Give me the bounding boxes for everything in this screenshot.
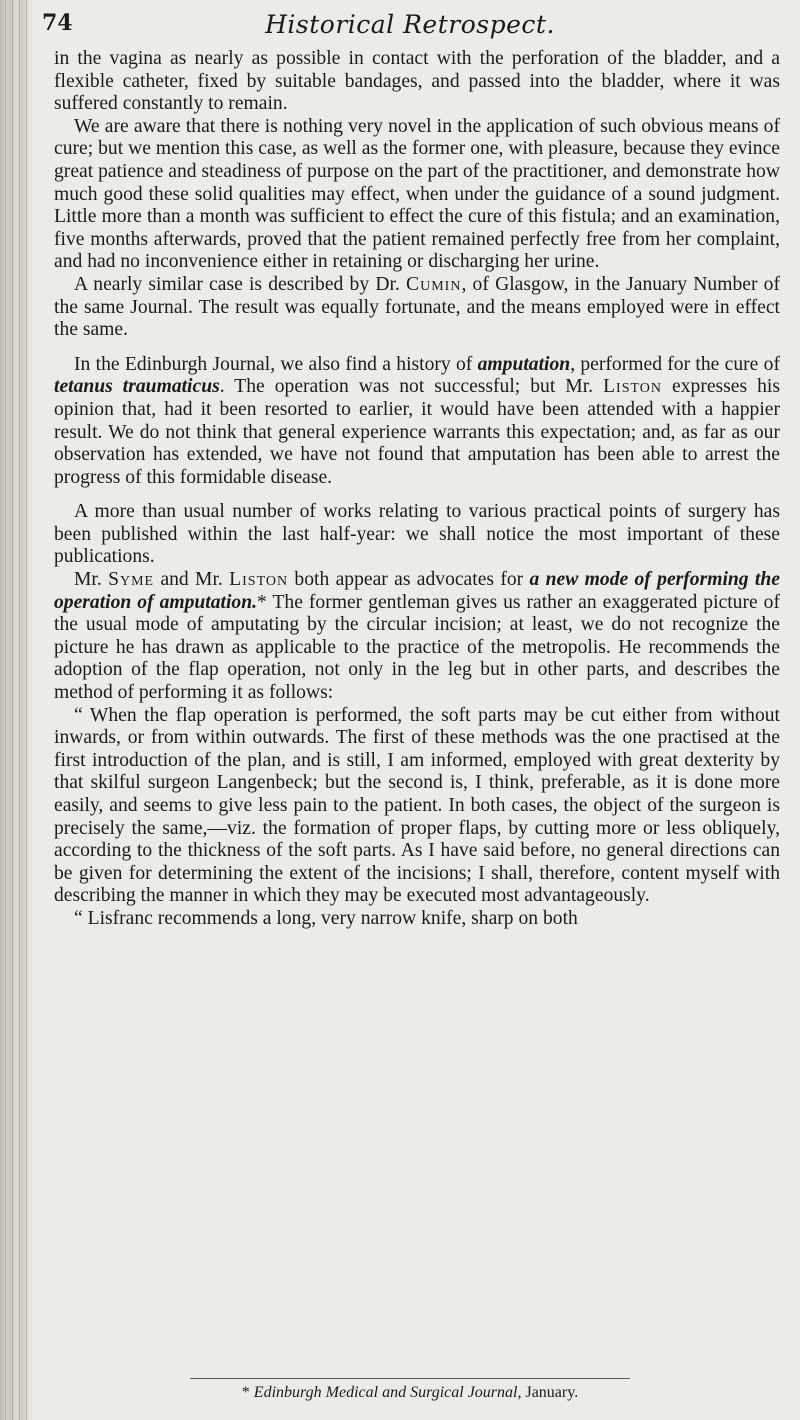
gutter-line: [19, 0, 20, 1420]
footnote-rule: [190, 1378, 630, 1379]
paragraph-6-post: The former gentleman gives us rather an exaggerated picture of the usual mode of amputating by the circular incision; at least, we do not recognize the picture he has drawn as applicable to the practice of the metropolis. He recommends the adoption of the flap operation, not only in the leg but in other parts, and describes the method of performing it as follows:: [54, 591, 780, 704]
term-new-mode: a new mode of performing the operation of amputation.: [54, 569, 780, 613]
footnote-mark: *: [241, 1384, 250, 1401]
running-head: [40, 10, 780, 42]
paragraph-6-mid2: both appear as advocates for: [288, 569, 530, 591]
paragraph-3-pre: A nearly similar case is described by Dr.: [74, 273, 407, 295]
gutter-line: [26, 0, 27, 1420]
gutter-line: [12, 0, 13, 1420]
paragraph-2: We are aware that there is nothing very novel in the application of such obvious means of cure; but we mention this case, as well as the former one, with pleasure, because they evince great patience and steadiness of purpose on the part of the practitioner, and demonstrate how much good these solid qualities may effect, when under the guidance of a sound judgment. Little more than a month was sufficient to effect the cure of this fistula; and an examination, five months afterwards, proved that the patient remained perfectly free from her complaint, and had no inconvenience either in retaining or discharging her urine.: [54, 115, 780, 273]
running-title: Historical Retrospect.: [265, 10, 555, 39]
gutter-line: [5, 0, 6, 1420]
paragraph-7-quote: “ When the flap operation is performed, the soft parts may be cut either from without inwards, or from within outwards. The first of these methods was the one practised at the first introduction of the plan, and is still, I am informed, employed with great dexterity by that skilful surgeon Langenbeck; but the second is, I think, preferable, as it is done more easily, and seems to give less pain to the patient. In both cases, the object of the surgeon is precisely the same,—viz. the formation of proper flaps, by cutting more or less obliquely, according to the thickness of the soft parts. As I have said before, no general directions can be given for determining the extent of the incisions; I shall, therefore, content myself with describing the manner in which they may be executed most advantageously.: [54, 704, 780, 907]
paragraph-6-pre: Mr.: [74, 569, 109, 591]
footnote: [40, 1384, 780, 1402]
paragraph-5: A more than usual number of works relating to various practical points of surgery has been published within the last half-year: we shall notice the most important of these publications.: [54, 501, 780, 568]
book-page: [40, 0, 792, 1420]
footnote-journal: Edinburgh Medical and Surgical Journal: [253, 1384, 518, 1401]
paragraph-4: [54, 354, 780, 490]
paragraph-1: in the vagina as nearly as possible in contact with the perforation of the bladder, and a flexible catheter, fixed by suitable bandages, and passed into the bladder, where it was suffered constantly to remain.: [54, 48, 780, 115]
paragraph-4-mid1: , performed for the cure of: [570, 353, 781, 375]
footnote-rest: , January.: [517, 1384, 579, 1401]
person-name-liston: Liston: [603, 376, 663, 398]
paragraph-3-post: , of Glasgow, in the January Number of the same Journal. The result was equally fortunate, and the means employed were in effect the same.: [54, 273, 781, 341]
paragraph-6: [54, 569, 780, 705]
paragraph-4-post: expresses his opinion that, had it been resorted to earlier, it would have been attended with a happier result. We do not think that general experience warrants this expectation; and, as far as our observation has extended, we have not found that amputation has been able to arrest the progress of this formidable disease.: [54, 376, 780, 488]
paragraph-3: [54, 274, 780, 342]
body-text: [54, 48, 780, 931]
book-gutter: [0, 0, 34, 1420]
paragraph-4-pre: In the Edinburgh Journal, we also find a history of: [74, 353, 478, 375]
term-tetanus: tetanus traumaticus: [54, 376, 220, 398]
footnote-reference: *: [257, 591, 267, 613]
page-number: 74: [42, 10, 73, 36]
term-amputation: amputation: [477, 353, 571, 375]
paragraph-4-mid2: . The operation was not successful; but Mr.: [219, 376, 604, 398]
paragraph-8-quote: “ Lisfranc recommends a long, very narrow knife, sharp on both: [74, 907, 578, 929]
person-name-syme: Syme: [108, 569, 155, 591]
person-name-liston-2: Liston: [229, 569, 289, 591]
paragraph-6-mid1: and Mr.: [154, 569, 230, 591]
person-name-cumin: Cumin: [406, 273, 462, 295]
